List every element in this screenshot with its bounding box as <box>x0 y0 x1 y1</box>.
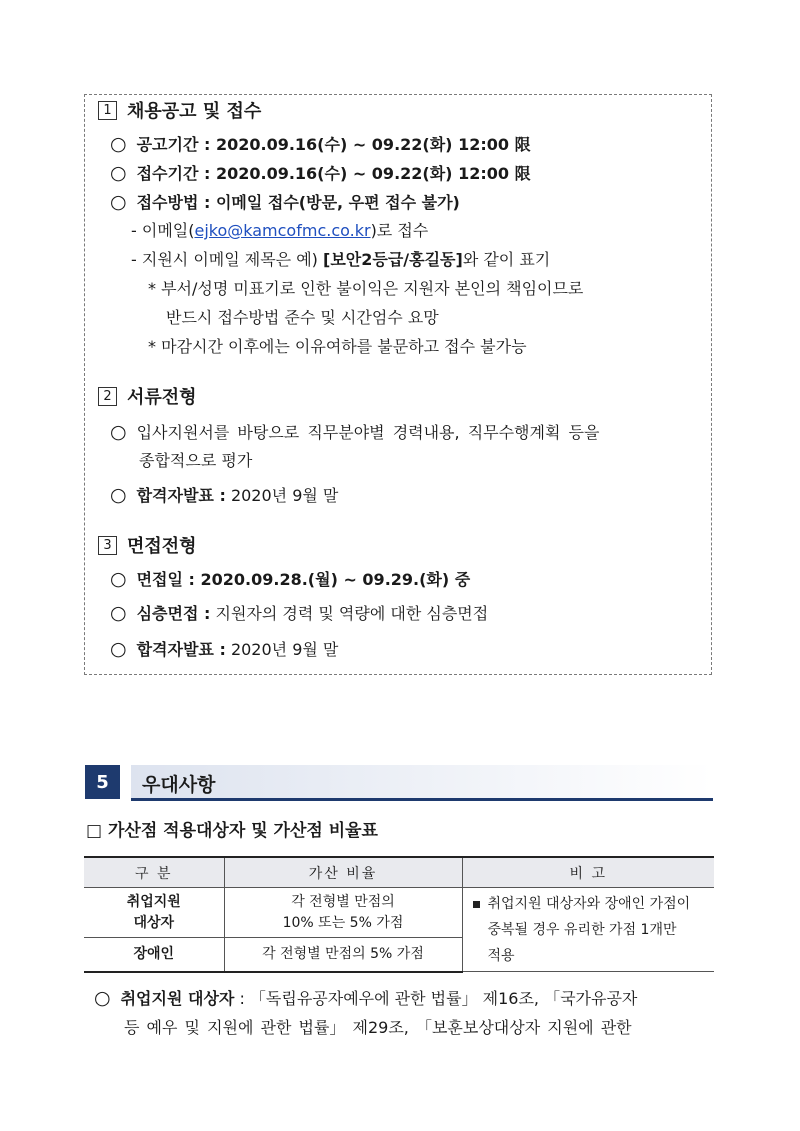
subject-suffix: 와 같이 표기 <box>462 250 551 269</box>
table-header-row <box>84 857 714 888</box>
note-line-c: 적용 <box>487 948 515 964</box>
section-number-2: 2 <box>98 387 117 406</box>
footer-line-1 <box>94 987 637 1010</box>
section-5-header <box>85 765 713 801</box>
section-5-underline <box>131 798 713 801</box>
application-method-item <box>110 191 460 214</box>
table-row <box>84 888 714 938</box>
square-bullet-icon <box>473 901 480 908</box>
note-line-1b: 반드시 접수방법 준수 및 시간엄수 요망 <box>166 308 439 327</box>
bonus-points-table <box>84 856 714 973</box>
posting-period-text: 공고기간 : 2020.09.16(수) ~ 09.22(화) 12:00 限 <box>136 135 531 154</box>
header-rate: 가산 비율 <box>224 857 462 888</box>
in-depth-interview-label: 심층면접 : <box>136 604 211 623</box>
application-period-text: 접수기간 : 2020.09.16(수) ~ 09.22(화) 12:00 限 <box>136 164 531 183</box>
circle-bullet-icon: ○ <box>110 602 127 624</box>
category-line-b: 대상자 <box>133 914 175 931</box>
row-category-disabled: 장애인 <box>84 938 224 972</box>
category-line-a: 취업지원 <box>126 893 181 910</box>
rate-line-a: 각 전형별 만점의 <box>291 893 395 910</box>
doc-result-value: 2020년 9월 말 <box>230 486 339 505</box>
email-link[interactable]: ejko@kamcofmc.co.kr <box>194 221 371 240</box>
email-subject-line <box>131 249 550 271</box>
footer-text-1: : 「독립유공자예우에 관한 법률」 제16조, 「국가유공자 <box>234 989 638 1008</box>
subject-example: [보안2등급/홍길동] <box>323 250 463 269</box>
posting-period-item <box>110 133 531 156</box>
document-screening-item <box>110 421 599 444</box>
application-method-text: 접수방법 : 이메일 접수(방문, 우편 접수 불가) <box>136 193 460 212</box>
footer-line-2: 등 예우 및 지원에 관한 법률」 제29조, 「보훈보상대상자 지원에 관한 <box>124 1018 632 1037</box>
circle-bullet-icon: ○ <box>110 568 127 590</box>
section-heading-2 <box>98 383 197 409</box>
circle-bullet-icon: ○ <box>110 638 127 660</box>
email-line <box>131 220 428 242</box>
circle-bullet-icon: ○ <box>110 133 127 155</box>
header-category: 구 분 <box>84 857 224 888</box>
rate-line-b: 10% 또는 5% 가점 <box>282 914 404 931</box>
in-depth-interview-value: 지원자의 경력 및 역량에 대한 심층면접 <box>215 604 489 623</box>
section-5-number: 5 <box>85 765 120 799</box>
section-title-1: 채용공고 및 접수 <box>127 101 262 122</box>
circle-bullet-icon: ○ <box>110 191 127 213</box>
interview-date-text: 면접일 : 2020.09.28.(월) ~ 09.29.(화) 중 <box>136 570 471 589</box>
note-line-a-wrap <box>473 894 714 915</box>
bonus-table-title: □ 가산점 적용대상자 및 가산점 비율표 <box>86 821 378 841</box>
row-rate-employment <box>224 888 462 938</box>
header-note: 비 고 <box>462 857 714 888</box>
section-number-1: 1 <box>98 101 117 120</box>
note-line-a: 취업지원 대상자와 장애인 가점이 <box>487 896 691 912</box>
email-suffix: )로 접수 <box>370 221 429 240</box>
section-5-title: 우대사항 <box>142 774 216 796</box>
note-line-2: * 마감시간 이후에는 이유여하를 불문하고 접수 불가능 <box>148 337 527 356</box>
footer-label: 취업지원 대상자 <box>120 989 235 1008</box>
in-depth-interview-item <box>110 602 488 625</box>
circle-bullet-icon: ○ <box>94 987 111 1009</box>
section-title-3: 면접전형 <box>127 536 197 557</box>
circle-bullet-icon: ○ <box>110 484 127 506</box>
note-line-b: 중복될 경우 유리한 가점 1개만 <box>487 922 677 938</box>
final-result-value: 2020년 9월 말 <box>230 640 339 659</box>
document-screening-text: 입사지원서를 바탕으로 직무분야별 경력내용, 직무수행계획 등을 <box>136 423 600 442</box>
circle-bullet-icon: ○ <box>110 421 127 443</box>
section-heading-1 <box>98 97 261 123</box>
final-result-label: 합격자발표 : <box>136 640 226 659</box>
section-title-2: 서류전형 <box>127 387 197 408</box>
interview-date-item <box>110 568 470 591</box>
row-category-employment <box>84 888 224 938</box>
section-heading-3 <box>98 532 197 558</box>
doc-result-item <box>110 484 338 507</box>
final-result-item <box>110 638 338 661</box>
circle-bullet-icon: ○ <box>110 162 127 184</box>
section-number-3: 3 <box>98 536 117 555</box>
email-prefix: - 이메일( <box>131 221 195 240</box>
note-line-1a: * 부서/성명 미표기로 인한 불이익은 지원자 본인의 책임이므로 <box>148 279 584 298</box>
application-period-item <box>110 162 531 185</box>
subject-prefix: - 지원시 이메일 제목은 예) <box>131 250 324 269</box>
doc-result-label: 합격자발표 : <box>136 486 226 505</box>
section-5-bar <box>131 765 713 799</box>
row-rate-disabled: 각 전형별 만점의 5% 가점 <box>224 938 462 972</box>
row-note <box>462 888 714 972</box>
document-screening-text-cont: 종합적으로 평가 <box>139 451 253 470</box>
